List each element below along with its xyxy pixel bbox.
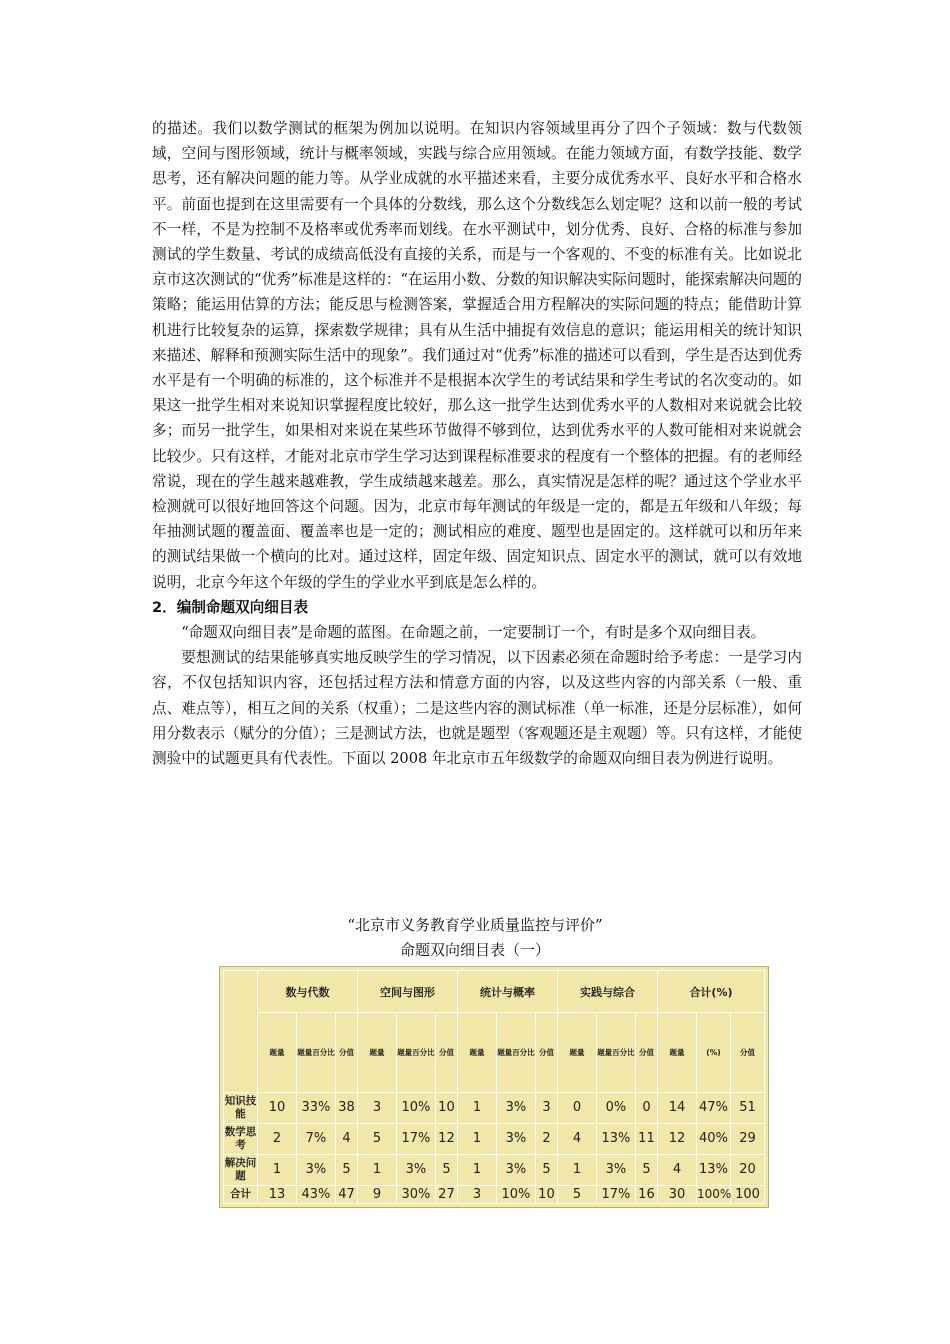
table-cell: 13 [258, 1185, 297, 1203]
group-header: 空间与图形 [357, 971, 457, 1013]
table-cell: 2 [258, 1123, 297, 1154]
corner-cell [224, 971, 258, 1093]
row-label: 合计 [224, 1185, 258, 1203]
subheader-score: 分值 [335, 1013, 357, 1092]
table-cell: 3% [396, 1154, 435, 1185]
table-cell: 5 [535, 1154, 557, 1185]
table-cell: 1 [457, 1092, 496, 1123]
table-cell: 100% [696, 1185, 730, 1203]
table-cell: 0% [596, 1092, 635, 1123]
table-cell: 20 [730, 1154, 764, 1185]
subheader-count: 题量 [557, 1013, 596, 1092]
table-cell: 30% [396, 1185, 435, 1203]
table-cell: 3% [496, 1123, 535, 1154]
table-cell: 12 [435, 1123, 457, 1154]
table-cell: 3 [457, 1185, 496, 1203]
table-cell: 5 [635, 1154, 657, 1185]
section-heading: 2．编制命题双向细目表 [152, 598, 309, 616]
subheader-score: 分值 [635, 1013, 657, 1092]
spec-table [223, 970, 765, 1204]
table-cell: 43% [296, 1185, 335, 1203]
table-row [224, 1185, 765, 1203]
subheader-score: 分值 [435, 1013, 457, 1092]
table-cell: 1 [557, 1154, 596, 1185]
table-caption-line1: “北京市义务教育学业质量监控与评价” [347, 916, 603, 934]
table-cell: 17% [396, 1123, 435, 1154]
table-cell: 100 [730, 1185, 764, 1203]
table-cell: 33% [296, 1092, 335, 1123]
group-header: 实践与综合 [557, 971, 657, 1013]
table-cell: 51 [730, 1092, 764, 1123]
table-cell: 10% [396, 1092, 435, 1123]
table-body [224, 1092, 765, 1203]
table-cell: 3% [496, 1092, 535, 1123]
table-cell: 3% [496, 1154, 535, 1185]
subheader-score: 分值 [730, 1013, 764, 1092]
table-cell: 10 [258, 1092, 297, 1123]
spec-table-image [219, 966, 769, 1208]
subheader-percent: 题量百分比 [296, 1013, 335, 1092]
subheader-count: 题量 [258, 1013, 297, 1092]
table-cell: 0 [557, 1092, 596, 1123]
table-cell: 3% [596, 1154, 635, 1185]
table-cell: 0 [635, 1092, 657, 1123]
table-cell: 29 [730, 1123, 764, 1154]
table-cell: 27 [435, 1185, 457, 1203]
document-body [152, 116, 802, 771]
subheader-count: 题量 [357, 1013, 396, 1092]
table-cell: 7% [296, 1123, 335, 1154]
subheader-percent: 题量百分比 [496, 1013, 535, 1092]
table-cell: 9 [357, 1185, 396, 1203]
group-header: 合计(%) [657, 971, 764, 1013]
subheader-percent: 题量百分比 [396, 1013, 435, 1092]
table-cell: 10% [496, 1185, 535, 1203]
table-cell: 13% [696, 1154, 730, 1185]
table-cell: 5 [335, 1154, 357, 1185]
table-cell: 3 [357, 1092, 396, 1123]
table-cell: 14 [657, 1092, 696, 1123]
paragraph-blueprint: “命题双向细目表”是命题的蓝图。在命题之前，一定要制订一个，有时是多个双向细目表。 [181, 624, 766, 642]
table-cell: 38 [335, 1092, 357, 1123]
table-cell: 10 [535, 1185, 557, 1203]
row-label: 解决问题 [224, 1154, 258, 1185]
table-row [224, 1092, 765, 1123]
subheader-percent: 题量百分比 [596, 1013, 635, 1092]
table-cell: 30 [657, 1185, 696, 1203]
table-cell: 5 [357, 1123, 396, 1154]
table-cell: 16 [635, 1185, 657, 1203]
paragraph-factors: 要想测试的结果能够真实地反映学生的学习情况，以下因素必须在命题时给予考虑：一是学习内容，不仅包括知识内容，还包括过程方法和情意方面的内容，以及这些内容的内部关系（一般、重点、难点等），相互之间的关系（权重）；二是这些内容的测试标准（单一标准，还是分层标准），如何用分数表示（赋分的分值）；三是测试方法，也就是题型（客观题还是主观题）等。只有这样，才能使测验中的试题更具有代表性。下面以 2008 年北京市五年级数学的命题双向细目表为例进行说明。 [152, 649, 802, 768]
table-cell: 3 [535, 1092, 557, 1123]
table-cell: 11 [635, 1123, 657, 1154]
subheader-count: 题量 [457, 1013, 496, 1092]
table-cell: 5 [435, 1154, 457, 1185]
table-cell: 5 [557, 1185, 596, 1203]
row-label: 知识技能 [224, 1092, 258, 1123]
table-cell: 2 [535, 1123, 557, 1154]
subheader-score: 分值 [535, 1013, 557, 1092]
table-row [224, 1154, 765, 1185]
table-cell: 1 [457, 1123, 496, 1154]
subheader-count: 题量 [657, 1013, 696, 1092]
subheader-total-percent: (%) [696, 1013, 730, 1092]
table-cell: 3% [296, 1154, 335, 1185]
table-cell: 40% [696, 1123, 730, 1154]
table-cell: 4 [335, 1123, 357, 1154]
table-cell: 47 [335, 1185, 357, 1203]
paragraph-framework: 的描述。我们以数学测试的框架为例加以说明。在知识内容领域里再分了四个子领域：数与代数领域，空间与图形领域，统计与概率领域，实践与综合应用领域。在能力领域方面，有数学技能、数学思考，还有解决问题的能力等。从学业成就的水平描述来看，主要分成优秀水平、良好水平和合格水平。前面也提到在这里需要有一个具体的分数线，那么这个分数线怎么划定呢？这和以前一般的考试不一样，不是为控制不及格率或优秀率而划线。在水平测试中，划分优秀、良好、合格的标准与参加测试的学生数量、考试的成绩高低没有直接的关系，而是与一个客观的、不变的标准有关。比如说北京市这次测试的“优秀”标准是这样的：“在运用小数、分数的知识解决实际问题时，能探索解决问题的策略；能运用估算的方法；能反思与检测答案，掌握适合用方程解决的实际问题的特点；能借助计算机进行比较复杂的运算，探索数学规律；具有从生活中捕捉有效信息的意识；能运用相关的统计知识来描述、解释和预测实际生活中的现象”。我们通过对“优秀”标准的描述可以看到，学生是否达到优秀水平是有一个明确的标准的，这个标准并不是根据本次学生的考试结果和学生考试的名次变动的。如果这一批学生相对来说知识掌握程度比较好，那么这一批学生达到优秀水平的人数相对来说就会比较多；而另一批学生，如果相对来说在某些环节做得不够到位，达到优秀水平的人数可能相对来说就会比较少。只有这样，才能对北京市学生学习达到课程标准要求的程度有一个整体的把握。有的老师经常说，现在的学生越来越难教，学生成绩越来越差。那么，真实情况是怎样的呢？通过这个学业水平检测就可以很好地回答这个问题。因为，北京市每年测试的年级是一定的，都是五年级和八年级；每年抽测试题的覆盖面、覆盖率也是一定的；测试相应的难度、题型也是固定的。这样就可以和历年来的测试结果做一个横向的比对。通过这样，固定年级、固定知识点、固定水平的测试，就可以有效地说明，北京今年这个年级的学生的学业水平到底是怎么样的。 [152, 120, 802, 591]
table-cell: 1 [457, 1154, 496, 1185]
table-cell: 12 [657, 1123, 696, 1154]
table-cell: 4 [557, 1123, 596, 1154]
table-cell: 13% [596, 1123, 635, 1154]
table-cell: 10 [435, 1092, 457, 1123]
table-cell: 17% [596, 1185, 635, 1203]
row-label: 数学思考 [224, 1123, 258, 1154]
table-cell: 1 [258, 1154, 297, 1185]
table-caption-line2: 命题双向细目表（一） [399, 941, 550, 959]
table-cell: 4 [657, 1154, 696, 1185]
group-header: 统计与概率 [457, 971, 557, 1013]
table-row [224, 1123, 765, 1154]
table-cell: 1 [357, 1154, 396, 1185]
group-header: 数与代数 [258, 971, 358, 1013]
table-cell: 47% [696, 1092, 730, 1123]
